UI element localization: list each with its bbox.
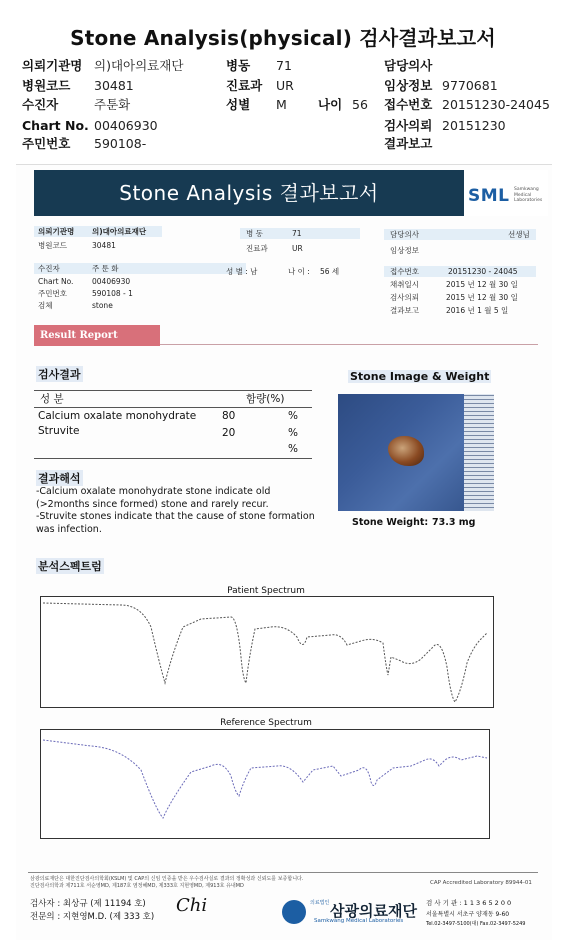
sml-logo (464, 170, 548, 216)
chart-label: Chart No. (22, 118, 89, 133)
patient-spectrum-title: Patient Spectrum (227, 586, 305, 596)
org-name: 삼광의료재단 (330, 902, 417, 920)
doc-recipient-value: 주 툰 화 (92, 264, 119, 273)
result-section-title: 검사결과 (38, 368, 81, 381)
recipient-value: 주툰화 (94, 97, 131, 112)
report-label: 결과보고 (384, 136, 433, 151)
row-component: Calcium oxalate monohydrate (38, 410, 197, 422)
doc-receipt-value: 20151230 - 24045 (448, 267, 518, 276)
doc-hospital-code-label: 병원코드 (38, 241, 67, 250)
samkwang-logo-icon (282, 900, 306, 924)
info-bar (34, 263, 246, 274)
recipient-label: 수진자 (22, 97, 59, 112)
doc-rrn-label: 주민번호 (38, 289, 67, 298)
row-component: Struvite (38, 425, 80, 437)
row-unit: % (288, 427, 298, 439)
sex-value: M (276, 97, 287, 112)
doc-report-value: 2016 년 1 월 5 일 (446, 306, 509, 315)
doc-chart-label: Chart No. (38, 277, 74, 286)
page-title: Stone Analysis(physical) 검사결과보고서 (70, 26, 496, 50)
org-sub: Samkwang Medical Laboratories (314, 918, 404, 924)
doc-age-value: 56 세 (320, 267, 340, 276)
table-header-line (34, 407, 312, 408)
doc-request-value: 2015 년 12 월 30 일 (446, 293, 518, 302)
stone-weight-value: 73.3 mg (432, 517, 476, 528)
examiner: 검사자 : 최상규 (제 11194 호) (30, 899, 146, 909)
result-report-bar: Result Report (34, 325, 160, 346)
rrn-value: 590108- (94, 136, 147, 151)
hospital-code-value: 30481 (94, 78, 134, 93)
doc-sex-label: 성 별 : 남 (226, 267, 258, 276)
sml-logo-sub: Samkwang Medical Laboratories (514, 187, 543, 203)
spectrum-section-title: 분석스펙트럼 (38, 560, 102, 573)
doc-doctor-value: 선생님 (508, 230, 530, 239)
sex-label: 성별 (226, 97, 251, 112)
age-label: 나이 (318, 97, 343, 112)
cap-accreditation: CAP Accredited Laboratory 89944-01 (430, 880, 532, 886)
interpretation-text: -Calcium oxalate monohydrate stone indicate old (>2months since formed) stone and rarely recur. -Struvite stones indicate that the cause of stone formation was infection. (36, 486, 315, 535)
dept-label: 진료과 (226, 78, 263, 93)
doc-collect-label: 채취일시 (390, 280, 419, 289)
stone-image-title: Stone Image & Weight (350, 370, 490, 383)
doc-specimen-value: stone (92, 301, 113, 310)
doc-age-label: 나 이 : (288, 267, 310, 276)
institution-value: 의)대아의료재단 (94, 58, 184, 73)
row-value: 80 (222, 410, 236, 422)
doc-rrn-value: 590108 - 1 (92, 289, 133, 298)
patient-spectrum-plot (41, 597, 493, 707)
col-content: 함량(%) (246, 393, 285, 405)
doc-collect-value: 2015 년 12 월 30 일 (446, 280, 518, 289)
doc-ward-value: 71 (292, 229, 302, 238)
specialist: 전문의 : 지현영M.D. (제 333 호) (30, 912, 155, 922)
org-code: 검 사 기 관 : 1 1 3 6 5 2 0 0 (426, 899, 512, 907)
doc-receipt-label: 접수번호 (390, 267, 419, 276)
doc-recipient-label: 수진자 (38, 264, 60, 273)
receipt-value: 20151230-24045 (442, 97, 550, 112)
doc-request-label: 검사의뢰 (390, 293, 419, 302)
table-bottom-line (34, 458, 312, 459)
row-value: 20 (222, 427, 236, 439)
divider (160, 344, 538, 345)
row-unit: % (288, 410, 298, 422)
doc-clinical-label: 임상정보 (390, 246, 419, 255)
reference-spectrum-plot (41, 730, 489, 838)
stone-weight-label: Stone Weight: (352, 517, 429, 528)
doctor-label: 담당의사 (384, 58, 433, 73)
rrn-label: 주민번호 (22, 136, 71, 151)
doc-chart-value: 00406930 (92, 277, 131, 286)
doc-specimen-label: 검체 (38, 301, 53, 310)
age-value: 56 (352, 97, 368, 112)
request-value: 20151230 (442, 118, 506, 133)
doc-hospital-code-value: 30481 (92, 241, 116, 250)
doc-ward-label: 병 동 (246, 229, 263, 238)
org-prefix: 의료법인 (310, 900, 330, 906)
table-top-line (34, 390, 312, 391)
request-label: 검사의뢰 (384, 118, 433, 133)
ward-value: 71 (276, 58, 292, 73)
col-component: 성 분 (40, 393, 64, 405)
divider (28, 872, 538, 873)
ward-label: 병동 (226, 58, 251, 73)
receipt-label: 접수번호 (384, 97, 433, 112)
clinical-value: 9770681 (442, 78, 498, 93)
org-tel: Tel.02-3497-5100(대) Fax.02-3497-5249 (426, 921, 526, 927)
doc-doctor-label: 담당의사 (390, 230, 419, 239)
clinical-label: 임상정보 (384, 78, 433, 93)
doc-institution-label: 의뢰기관명 (38, 227, 75, 236)
fine-print: 삼광의료재단은 대한진단검사의학회(KSLM) 및 CAP의 신임 인증을 받은 우수검사실로 결과의 정확성과 신뢰도를 보증합니다. (30, 876, 304, 882)
doc-dept-value: UR (292, 244, 303, 253)
doc-report-label: 결과보고 (390, 306, 419, 315)
institution-label: 의뢰기관명 (22, 58, 83, 73)
reference-spectrum-title: Reference Spectrum (220, 718, 312, 728)
doc-dept-label: 진료과 (246, 244, 268, 253)
signature: Chi (176, 895, 208, 916)
chart-value: 00406930 (94, 118, 158, 133)
dept-value: UR (276, 78, 294, 93)
patient-spectrum-chart (40, 596, 494, 708)
reference-spectrum-chart (40, 729, 490, 839)
report-banner: Stone Analysis 결과보고서 (34, 170, 464, 216)
hospital-code-label: 병원코드 (22, 78, 71, 93)
doc-institution-value: 의)대아의료재단 (92, 227, 147, 236)
sml-logo-text: SML (468, 186, 510, 206)
org-address: 서울특별시 서초구 양재동 9-60 (426, 911, 510, 918)
interp-title: 결과해석 (38, 472, 81, 485)
row-unit: % (288, 443, 298, 455)
stone-ruler (464, 394, 494, 511)
fine-print: 진단검사의학과 제711호 서순영MD, 제187호 염정혜MD, 제333호 지현영MD, 제913호 유내MD (30, 883, 244, 889)
